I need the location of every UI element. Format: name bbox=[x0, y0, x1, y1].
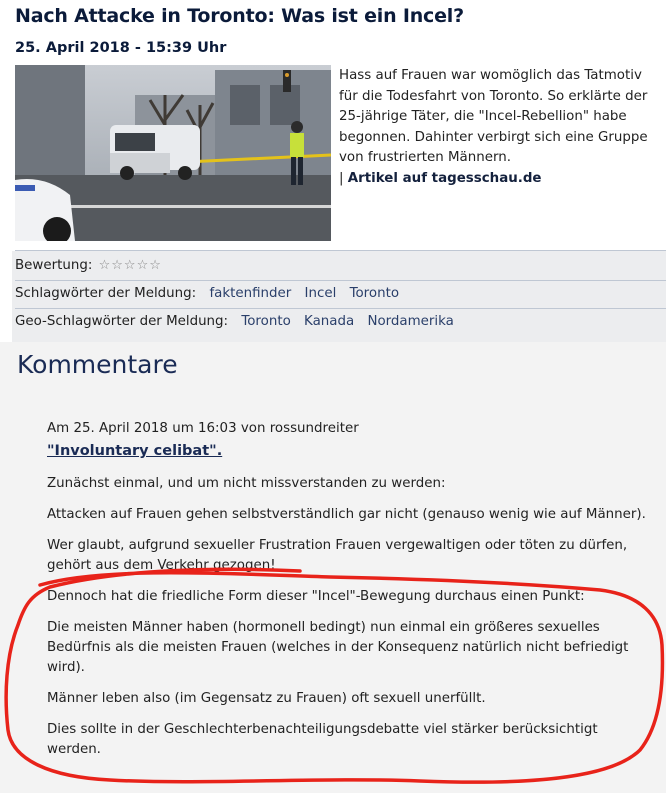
geo-tags-label: Geo-Schlagwörter der Meldung: bbox=[15, 314, 229, 329]
source-separator: | bbox=[339, 170, 348, 186]
street-scene-illustration bbox=[15, 65, 331, 241]
geo-tag-link-toronto[interactable]: Toronto bbox=[241, 314, 291, 329]
tag-link-faktenfinder[interactable]: faktenfinder bbox=[209, 286, 292, 301]
comment-paragraph: Die meisten Männer haben (hormonell bedingt) nun einmal ein größeres sexuelles Bedürfnis als die meisten Frauen (welches in der Konsequenz natürlich nicht befriedigt wird). bbox=[47, 620, 629, 675]
comment-paragraph: Dennoch hat die friedliche Form dieser "Incel"-Bewegung durchaus einen Punkt: bbox=[47, 589, 585, 604]
geo-tag-link-nordamerika[interactable]: Nordamerika bbox=[367, 314, 454, 329]
geo-tag-link-kanada[interactable]: Kanada bbox=[304, 314, 355, 329]
rating-row bbox=[15, 258, 162, 273]
comment-paragraph: Attacken auf Frauen gehen selbstverständlich gar nicht (genauso wenig wie auf Männer). bbox=[47, 507, 646, 522]
teaser-text: Hass auf Frauen war womöglich das Tatmotiv für die Todesfahrt von Toronto. So erklärte der 25-jährige Täter, die "Incel-Rebellion" habe begonnen. Dahinter verbirgt sich eine Gruppe von frustrierten Männern. bbox=[339, 68, 648, 165]
tags-label: Schlagwörter der Meldung: bbox=[15, 286, 197, 301]
article-headline[interactable]: Nach Attacke in Toronto: Was ist ein Incel? bbox=[15, 5, 464, 27]
comment-meta: Am 25. April 2018 um 16:03 von rossundreiter bbox=[47, 421, 359, 436]
comment-paragraph: Männer leben also (im Gegensatz zu Frauen) oft sexuell unerfüllt. bbox=[47, 691, 486, 706]
divider bbox=[15, 250, 666, 251]
tag-link-incel[interactable]: Incel bbox=[304, 286, 337, 301]
tag-link-toronto[interactable]: Toronto bbox=[349, 286, 400, 301]
comment-paragraph: Wer glaubt, aufgrund sexueller Frustration Frauen vergewaltigen oder töten zu dürfen, gehört aus dem Verkehr gezogen! bbox=[47, 538, 628, 573]
geo-tags-row bbox=[15, 314, 454, 329]
empty-star-icon[interactable]: ☆☆☆☆☆ bbox=[98, 258, 162, 273]
divider bbox=[15, 308, 666, 309]
comment-body bbox=[47, 474, 652, 771]
comment-paragraph: Zunächst einmal, und um nicht missverstanden zu werden: bbox=[47, 476, 446, 491]
tags-row bbox=[15, 286, 399, 301]
tagesschau-article-link[interactable]: Artikel auf tagesschau.de bbox=[347, 170, 542, 186]
article-dateline: 25. April 2018 - 15:39 Uhr bbox=[15, 40, 227, 56]
comment-paragraph: Dies sollte in der Geschlechterbenachteiligungsdebatte viel stärker berücksichtigt werden. bbox=[47, 722, 598, 757]
article-teaser bbox=[339, 66, 659, 189]
divider bbox=[15, 280, 666, 281]
comment-title-link[interactable]: "Involuntary celibat". bbox=[47, 443, 223, 459]
rating-label: Bewertung: bbox=[15, 258, 93, 273]
comments-heading: Kommentare bbox=[17, 350, 178, 379]
article-teaser-image[interactable] bbox=[15, 65, 331, 241]
